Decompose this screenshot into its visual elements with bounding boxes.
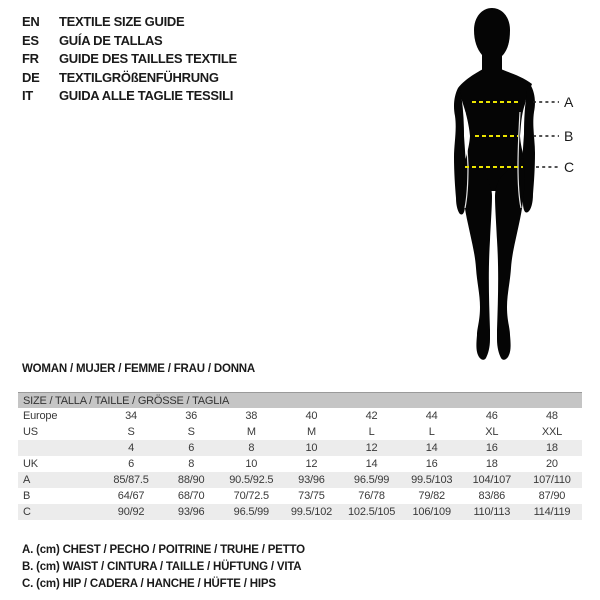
size-cell: 99.5/102 bbox=[290, 506, 333, 518]
size-cell: 76/78 bbox=[358, 490, 385, 502]
size-cell: XL bbox=[485, 426, 499, 438]
size-cell: 79/82 bbox=[418, 490, 445, 502]
size-cell: 90/92 bbox=[117, 506, 145, 518]
language-label: GUIDE DES TAILLES TEXTILE bbox=[59, 51, 237, 67]
language-label: GUIDA ALLE TAGLIE TESSILI bbox=[59, 88, 234, 104]
size-cell: 40 bbox=[305, 410, 318, 422]
size-cell: L bbox=[368, 426, 375, 438]
size-cell: 110/113 bbox=[473, 506, 511, 518]
row-label: UK bbox=[23, 458, 38, 470]
size-table-body bbox=[18, 408, 582, 520]
row-label bbox=[18, 440, 101, 456]
legend-line: C. (cm) HIP / CADERA / HANCHE / HÜFTE / HIPS bbox=[22, 578, 276, 590]
table-row bbox=[18, 424, 582, 440]
legend-line: A. (cm) CHEST / PECHO / POITRINE / TRUHE / PETTO bbox=[22, 544, 305, 556]
size-cell: 96.5/99 bbox=[233, 506, 269, 518]
size-cell: 114/119 bbox=[533, 506, 571, 518]
size-cell: 102.5/105 bbox=[347, 506, 396, 518]
size-cell: L bbox=[428, 426, 435, 438]
size-cell: 10 bbox=[245, 458, 258, 470]
size-cell: 16 bbox=[485, 442, 498, 454]
size-cell: XXL bbox=[541, 426, 563, 438]
size-cell: 12 bbox=[365, 442, 378, 454]
size-cell: 6 bbox=[128, 458, 135, 470]
legend-line: B. (cm) WAIST / CINTURA / TAILLE / HÜFTUNG / VITA bbox=[22, 561, 302, 573]
size-cell: S bbox=[187, 426, 195, 438]
language-row bbox=[22, 69, 237, 88]
language-code: DE bbox=[22, 69, 40, 85]
size-cell: 99.5/103 bbox=[411, 474, 453, 486]
size-table bbox=[18, 392, 582, 520]
language-code: IT bbox=[22, 88, 33, 104]
size-cell: 46 bbox=[485, 410, 498, 422]
table-row bbox=[18, 472, 582, 488]
size-cell: 87/90 bbox=[538, 490, 566, 502]
size-cell: 85/87.5 bbox=[113, 474, 149, 486]
size-cell: 20 bbox=[546, 458, 558, 470]
size-cell: S bbox=[127, 426, 135, 438]
size-cell: 70/72.5 bbox=[233, 490, 269, 502]
language-code: EN bbox=[22, 14, 40, 29]
row-label: US bbox=[23, 426, 38, 438]
size-cell: 104/107 bbox=[472, 474, 511, 486]
waist-marker-label: B bbox=[564, 128, 574, 144]
size-cell: 48 bbox=[546, 410, 558, 422]
measurement-legend bbox=[22, 542, 305, 593]
size-cell: 106/109 bbox=[412, 506, 451, 518]
chest-marker-label: A bbox=[564, 94, 574, 110]
size-cell: 18 bbox=[546, 442, 558, 454]
size-cell: 107/110 bbox=[533, 474, 571, 486]
woman-silhouette-figure bbox=[420, 0, 600, 370]
size-cell: 68/70 bbox=[177, 490, 205, 502]
language-label: GUÍA DE TALLAS bbox=[59, 32, 163, 48]
language-label: TEXTILGRÖßENFÜHRUNG bbox=[59, 69, 219, 85]
size-cell: 12 bbox=[305, 458, 318, 470]
size-cell: 42 bbox=[365, 410, 378, 422]
size-cell: 96.5/99 bbox=[353, 474, 390, 486]
table-row bbox=[18, 504, 582, 520]
language-row bbox=[22, 87, 237, 106]
size-cell: 90.5/92.5 bbox=[229, 474, 274, 486]
table-row bbox=[18, 488, 582, 504]
row-label: Europe bbox=[23, 410, 58, 422]
size-cell: 14 bbox=[425, 442, 438, 454]
size-cell: M bbox=[306, 426, 316, 438]
size-cell: 93/96 bbox=[177, 506, 205, 518]
size-cell: 38 bbox=[245, 410, 258, 422]
size-cell: 8 bbox=[248, 442, 255, 454]
callout-dashes bbox=[533, 102, 559, 167]
language-row bbox=[22, 32, 237, 51]
size-cell: 8 bbox=[188, 458, 195, 470]
row-label: A bbox=[23, 474, 31, 486]
language-row bbox=[22, 50, 237, 69]
woman-silhouette bbox=[454, 8, 535, 360]
size-cell: 36 bbox=[185, 410, 198, 422]
size-cell: 4 bbox=[128, 442, 135, 454]
size-cell: 18 bbox=[485, 458, 498, 470]
size-cell: 14 bbox=[365, 458, 378, 470]
language-code: ES bbox=[22, 32, 39, 48]
silhouette-right-leg bbox=[495, 158, 524, 360]
size-cell: 16 bbox=[425, 458, 438, 470]
language-code: FR bbox=[22, 51, 39, 67]
language-row bbox=[22, 13, 237, 32]
size-cell: M bbox=[246, 426, 256, 438]
hip-marker-label: C bbox=[564, 159, 575, 175]
gender-heading: WOMAN / MUJER / FEMME / FRAU / DONNA bbox=[22, 363, 256, 375]
size-table-header: SIZE / TALLA / TAILLE / GRÖSSE / TAGLIA bbox=[18, 392, 582, 408]
size-cell: 34 bbox=[125, 410, 137, 422]
table-row bbox=[18, 408, 582, 424]
size-cell: 83/86 bbox=[478, 490, 506, 502]
row-label: B bbox=[23, 490, 31, 502]
table-row bbox=[18, 440, 582, 456]
table-row bbox=[18, 456, 582, 472]
size-cell: 88/90 bbox=[177, 474, 205, 486]
language-title-list bbox=[22, 13, 237, 106]
size-cell: 10 bbox=[305, 442, 318, 454]
size-cell: 64/67 bbox=[117, 490, 145, 502]
row-label: C bbox=[23, 506, 31, 518]
size-cell: 6 bbox=[188, 442, 195, 454]
language-label: TEXTILE SIZE GUIDE bbox=[59, 14, 185, 29]
size-cell: 44 bbox=[425, 410, 438, 422]
size-cell: 93/96 bbox=[298, 474, 325, 486]
size-cell: 73/75 bbox=[298, 490, 325, 502]
size-table-grid bbox=[18, 408, 582, 520]
